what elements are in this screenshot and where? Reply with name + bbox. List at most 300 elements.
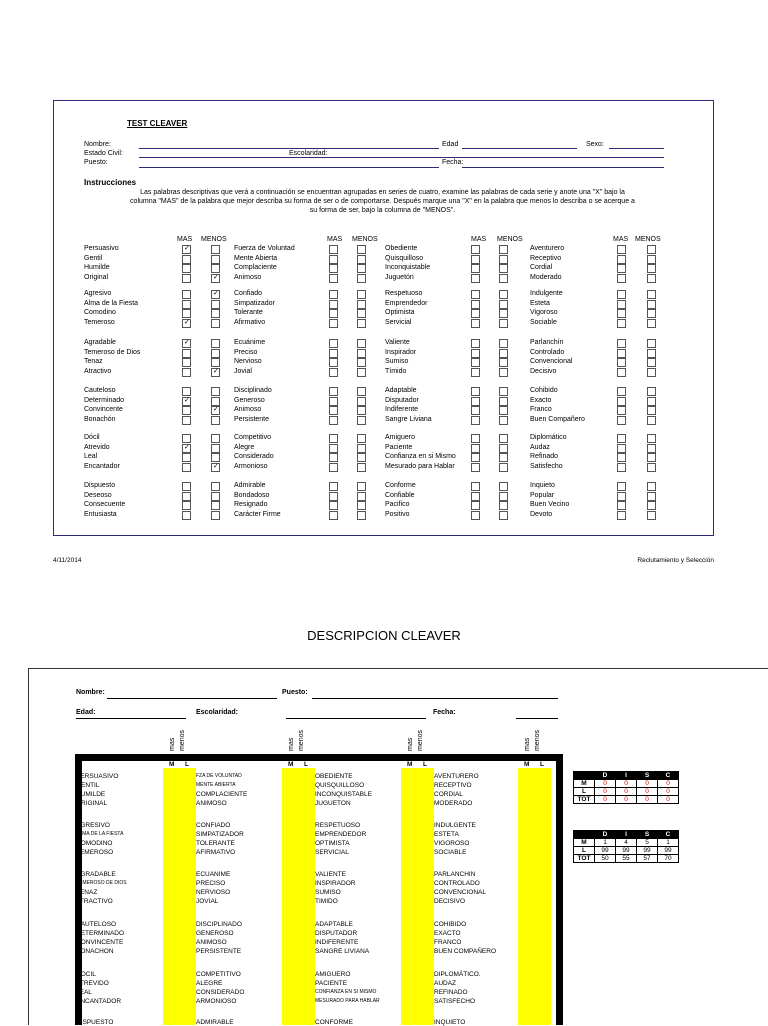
mas-header: MAS	[327, 236, 343, 243]
mas-checkbox[interactable]	[182, 368, 191, 377]
mas-checkbox[interactable]	[471, 255, 480, 264]
mas-header: MAS	[613, 236, 629, 243]
menos-checkbox[interactable]	[211, 463, 220, 472]
menos-checkbox[interactable]	[499, 358, 508, 367]
menos-header: MENOS	[497, 236, 523, 243]
menos-checkbox[interactable]	[357, 368, 366, 377]
mas-checkbox[interactable]	[182, 300, 191, 309]
desc-word: AVENTURERO	[434, 773, 479, 780]
menos-checkbox[interactable]	[357, 463, 366, 472]
mas-checkbox[interactable]	[329, 501, 338, 510]
menos-checkbox[interactable]	[647, 453, 656, 462]
desc-word: EXACTO	[434, 929, 461, 937]
menos-checkbox[interactable]	[211, 511, 220, 520]
menos-checkbox[interactable]	[357, 492, 366, 501]
mas-checkbox[interactable]	[471, 387, 480, 396]
test-word: Franco	[530, 406, 552, 414]
mas-checkbox[interactable]	[471, 319, 480, 328]
test-word: Cauteloso	[84, 387, 116, 394]
test-word: Conforme	[385, 482, 416, 489]
mas-checkbox[interactable]	[329, 319, 338, 328]
menos-checkbox[interactable]	[499, 453, 508, 462]
test-word: Diplomático	[530, 434, 567, 441]
desc-word: SANGRE LIVIANA	[315, 947, 370, 955]
desc-word: OBEDIENTE	[315, 773, 353, 780]
descripcion-title: DESCRIPCION CLEAVER	[307, 628, 461, 643]
mas-checkbox[interactable]	[471, 264, 480, 273]
score-cell: 0	[595, 788, 616, 796]
menos-checkbox[interactable]	[211, 482, 220, 491]
menos-checkbox[interactable]	[647, 434, 656, 443]
test-word: Inquieto	[530, 482, 555, 489]
menos-checkbox[interactable]	[499, 501, 508, 510]
mas-checkbox[interactable]	[182, 274, 191, 283]
test-word: Convencional	[530, 358, 573, 366]
menos-checkbox[interactable]	[647, 264, 656, 273]
desc-answer-column[interactable]	[518, 768, 551, 1025]
menos-checkbox[interactable]	[499, 368, 508, 377]
menos-checkbox[interactable]	[499, 406, 508, 415]
desc-word: ATRACTIVO	[76, 897, 113, 905]
test-word: Controlado	[530, 348, 565, 356]
test-word: Inspirador	[385, 348, 417, 356]
mas-checkbox[interactable]	[471, 339, 480, 348]
mas-checkbox[interactable]	[182, 463, 191, 472]
desc-word: AFIRMATIVO	[196, 848, 236, 856]
mas-checkbox[interactable]	[329, 349, 338, 358]
fecha-label: Fecha:	[442, 159, 464, 166]
mas-checkbox[interactable]	[182, 501, 191, 510]
test-word: Armonioso	[234, 463, 268, 471]
footer-date: 4/11/2014	[53, 557, 82, 564]
mas-checkbox[interactable]	[617, 434, 626, 443]
desc-word: CONSIDERADO	[196, 988, 245, 996]
desc-word: ECUANIME	[196, 871, 231, 878]
menos-checkbox[interactable]	[647, 358, 656, 367]
menos-checkbox[interactable]	[647, 511, 656, 520]
menos-checkbox[interactable]	[499, 300, 508, 309]
score-cell: 5	[637, 839, 658, 847]
menos-checkbox[interactable]	[357, 397, 366, 406]
score-cell: 0	[658, 780, 679, 788]
menos-checkbox[interactable]	[499, 309, 508, 318]
test-word: Deseoso	[84, 491, 112, 499]
mas-checkbox[interactable]	[471, 511, 480, 520]
desc-word: GENEROSO	[196, 929, 234, 937]
mas-checkbox[interactable]	[182, 511, 191, 520]
test-word: Preciso	[234, 348, 258, 356]
menos-checkbox[interactable]	[647, 416, 656, 425]
desc-word: PACIENTE	[315, 979, 348, 987]
desc-word: ALEGRE	[196, 979, 223, 987]
mas-checkbox[interactable]	[182, 387, 191, 396]
desc-m-label: M	[524, 761, 530, 768]
desc-menos-header: menos	[298, 729, 305, 751]
menos-checkbox[interactable]	[211, 245, 220, 254]
menos-checkbox[interactable]	[211, 434, 220, 443]
mas-checkbox[interactable]	[329, 453, 338, 462]
test-word: Positivo	[385, 511, 410, 519]
desc-mas-header: mas	[524, 737, 531, 751]
menos-checkbox[interactable]	[499, 349, 508, 358]
menos-checkbox[interactable]	[211, 406, 220, 415]
menos-checkbox[interactable]	[357, 406, 366, 415]
mas-checkbox[interactable]	[471, 416, 480, 425]
mas-checkbox[interactable]	[182, 492, 191, 501]
mas-checkbox[interactable]	[617, 501, 626, 510]
desc-word: SUMISO	[315, 888, 341, 896]
menos-checkbox[interactable]	[499, 397, 508, 406]
test-word: Bonachón	[84, 416, 116, 424]
mas-checkbox[interactable]	[182, 358, 191, 367]
mas-checkbox[interactable]	[617, 511, 626, 520]
menos-checkbox[interactable]	[211, 501, 220, 510]
score-cell: 0	[658, 796, 679, 804]
mas-checkbox[interactable]	[617, 463, 626, 472]
score-row-label: M	[574, 780, 595, 788]
test-word: Receptivo	[530, 254, 562, 262]
score-cell: 99	[616, 847, 637, 855]
menos-checkbox[interactable]	[647, 368, 656, 377]
menos-checkbox[interactable]	[211, 274, 220, 283]
test-word: Nervioso	[234, 358, 262, 366]
menos-checkbox[interactable]	[357, 274, 366, 283]
mas-checkbox[interactable]	[471, 349, 480, 358]
desc-word: JOVIAL	[196, 897, 219, 905]
menos-checkbox[interactable]	[211, 339, 220, 348]
desc-word: PERSISTENTE	[196, 947, 242, 955]
mas-checkbox[interactable]	[471, 482, 480, 491]
test-word: Tímido	[385, 368, 407, 376]
mas-checkbox[interactable]	[617, 245, 626, 254]
score-header-cell: I	[616, 831, 637, 839]
desc-escolaridad-label: Escolaridad:	[196, 709, 239, 716]
desc-answer-column[interactable]	[282, 768, 315, 1025]
menos-checkbox[interactable]	[357, 444, 366, 453]
menos-checkbox[interactable]	[647, 349, 656, 358]
mas-checkbox[interactable]	[617, 453, 626, 462]
menos-checkbox[interactable]	[499, 264, 508, 273]
menos-checkbox[interactable]	[357, 309, 366, 318]
desc-l-label: L	[185, 761, 189, 768]
menos-checkbox[interactable]	[357, 453, 366, 462]
mas-checkbox[interactable]	[617, 300, 626, 309]
mas-checkbox[interactable]	[471, 434, 480, 443]
mas-checkbox[interactable]	[471, 406, 480, 415]
test-word: Inconquistable	[385, 264, 431, 272]
mas-checkbox[interactable]	[329, 387, 338, 396]
mas-checkbox[interactable]	[329, 492, 338, 501]
menos-checkbox[interactable]	[647, 492, 656, 501]
menos-checkbox[interactable]	[647, 339, 656, 348]
menos-checkbox[interactable]	[499, 434, 508, 443]
menos-checkbox[interactable]	[499, 255, 508, 264]
menos-checkbox[interactable]	[647, 406, 656, 415]
menos-checkbox[interactable]	[211, 492, 220, 501]
menos-checkbox[interactable]	[499, 492, 508, 501]
mas-checkbox[interactable]	[182, 406, 191, 415]
mas-checkbox[interactable]	[182, 416, 191, 425]
menos-checkbox[interactable]	[499, 245, 508, 254]
desc-answer-column[interactable]	[401, 768, 434, 1025]
mas-checkbox[interactable]	[471, 397, 480, 406]
menos-checkbox[interactable]	[357, 245, 366, 254]
desc-word: ORIGINAL	[76, 799, 108, 807]
mas-checkbox[interactable]	[182, 453, 191, 462]
menos-checkbox[interactable]	[647, 309, 656, 318]
desc-mas-header: mas	[407, 737, 414, 751]
score-header-cell: D	[595, 831, 616, 839]
desc-word: FZA DE VOLUNTAD	[196, 773, 242, 779]
mas-checkbox[interactable]	[471, 358, 480, 367]
menos-checkbox[interactable]	[357, 290, 366, 299]
test-word: Confianza en si Mismo	[385, 453, 456, 461]
menos-checkbox[interactable]	[357, 387, 366, 396]
menos-header: MENOS	[201, 236, 227, 243]
menos-checkbox[interactable]	[211, 358, 220, 367]
desc-word: OPTIMISTA	[315, 839, 350, 847]
desc-word: BUEN COMPAÑERO	[434, 947, 496, 955]
menos-checkbox[interactable]	[647, 274, 656, 283]
mas-checkbox[interactable]	[329, 397, 338, 406]
mas-checkbox[interactable]	[471, 290, 480, 299]
mas-checkbox[interactable]	[617, 416, 626, 425]
menos-checkbox[interactable]	[647, 255, 656, 264]
desc-word: RESPETUOSO	[315, 822, 361, 829]
menos-checkbox[interactable]	[647, 290, 656, 299]
menos-checkbox[interactable]	[211, 387, 220, 396]
menos-checkbox[interactable]	[647, 319, 656, 328]
mas-checkbox[interactable]	[329, 264, 338, 273]
mas-checkbox[interactable]	[617, 482, 626, 491]
menos-checkbox[interactable]	[499, 511, 508, 520]
test-word: Audaz	[530, 443, 550, 451]
desc-puesto-label: Puesto:	[282, 689, 308, 696]
mas-checkbox[interactable]	[329, 463, 338, 472]
mas-checkbox[interactable]	[182, 264, 191, 273]
test-word: Original	[84, 274, 109, 282]
menos-checkbox[interactable]	[647, 387, 656, 396]
menos-checkbox[interactable]	[357, 511, 366, 520]
mas-checkbox[interactable]	[182, 444, 191, 453]
mas-checkbox[interactable]	[617, 444, 626, 453]
desc-word: AUDAZ	[434, 979, 457, 987]
menos-checkbox[interactable]	[647, 482, 656, 491]
mas-checkbox[interactable]	[617, 309, 626, 318]
menos-checkbox[interactable]	[357, 482, 366, 491]
menos-checkbox[interactable]	[647, 463, 656, 472]
mas-checkbox[interactable]	[471, 453, 480, 462]
mas-checkbox[interactable]	[182, 255, 191, 264]
score-header-cell: S	[637, 772, 658, 780]
mas-checkbox[interactable]	[471, 368, 480, 377]
mas-checkbox[interactable]	[329, 406, 338, 415]
mas-checkbox[interactable]	[182, 434, 191, 443]
menos-checkbox[interactable]	[357, 300, 366, 309]
menos-checkbox[interactable]	[647, 397, 656, 406]
mas-checkbox[interactable]	[617, 319, 626, 328]
test-word: Alma de la Fiesta	[84, 299, 139, 307]
mas-checkbox[interactable]	[617, 368, 626, 377]
mas-checkbox[interactable]	[617, 349, 626, 358]
descripcion-sheet	[28, 668, 768, 1025]
menos-checkbox[interactable]	[357, 339, 366, 348]
test-word: Consecuente	[84, 501, 126, 509]
mas-checkbox[interactable]	[471, 274, 480, 283]
mas-checkbox[interactable]	[182, 397, 191, 406]
desc-word: EMPRENDEDOR	[315, 830, 367, 838]
mas-checkbox[interactable]	[329, 444, 338, 453]
menos-checkbox[interactable]	[647, 300, 656, 309]
menos-checkbox[interactable]	[357, 264, 366, 273]
mas-checkbox[interactable]	[182, 290, 191, 299]
test-word: Generoso	[234, 396, 265, 404]
mas-checkbox[interactable]	[329, 245, 338, 254]
desc-word: FRANCO	[434, 938, 462, 946]
mas-checkbox[interactable]	[329, 368, 338, 377]
mas-checkbox[interactable]	[617, 339, 626, 348]
menos-checkbox[interactable]	[357, 358, 366, 367]
test-word: Confiado	[234, 290, 263, 297]
mas-checkbox[interactable]	[617, 397, 626, 406]
test-word: Aventurero	[530, 245, 565, 252]
desc-word: CONVINCENTE	[76, 938, 124, 946]
mas-checkbox[interactable]	[329, 309, 338, 318]
menos-checkbox[interactable]	[357, 416, 366, 425]
mas-checkbox[interactable]	[617, 290, 626, 299]
menos-checkbox[interactable]	[499, 444, 508, 453]
score-cell: 55	[616, 855, 637, 863]
mas-checkbox[interactable]	[617, 255, 626, 264]
test-word: Persuasivo	[84, 245, 119, 252]
menos-checkbox[interactable]	[211, 309, 220, 318]
mas-checkbox[interactable]	[471, 245, 480, 254]
menos-checkbox[interactable]	[211, 290, 220, 299]
desc-word: TEMEROSO DE DIOS	[76, 879, 127, 886]
mas-checkbox[interactable]	[471, 463, 480, 472]
menos-checkbox[interactable]	[211, 300, 220, 309]
mas-checkbox[interactable]	[471, 300, 480, 309]
mas-checkbox[interactable]	[329, 300, 338, 309]
test-word: Temeroso de Dios	[84, 348, 141, 356]
mas-checkbox[interactable]	[617, 492, 626, 501]
menos-checkbox[interactable]	[499, 319, 508, 328]
mas-checkbox[interactable]	[182, 319, 191, 328]
test-word: Vigoroso	[530, 309, 558, 317]
menos-checkbox[interactable]	[357, 255, 366, 264]
test-word: Decisivo	[530, 368, 557, 376]
menos-checkbox[interactable]	[211, 349, 220, 358]
menos-checkbox[interactable]	[211, 416, 220, 425]
mas-checkbox[interactable]	[471, 501, 480, 510]
menos-checkbox[interactable]	[211, 264, 220, 273]
menos-checkbox[interactable]	[499, 387, 508, 396]
test-word: Entusiasta	[84, 511, 117, 519]
menos-checkbox[interactable]	[499, 463, 508, 472]
desc-word: TENAZ	[76, 888, 98, 896]
mas-checkbox[interactable]	[329, 274, 338, 283]
score-cell: 1	[595, 839, 616, 847]
desc-word: ANIMOSO	[196, 799, 227, 807]
score-cell: 50	[595, 855, 616, 863]
test-word: Confiable	[385, 491, 415, 499]
score-cell: 1	[658, 839, 679, 847]
score-row-label: L	[574, 847, 595, 855]
score-cell: 0	[637, 796, 658, 804]
menos-checkbox[interactable]	[499, 274, 508, 283]
menos-checkbox[interactable]	[357, 349, 366, 358]
menos-checkbox[interactable]	[357, 319, 366, 328]
test-word: Quisquilloso	[385, 254, 424, 262]
menos-checkbox[interactable]	[211, 444, 220, 453]
mas-checkbox[interactable]	[617, 274, 626, 283]
mas-checkbox[interactable]	[182, 349, 191, 358]
test-word: Humilde	[84, 264, 110, 272]
test-word: Servicial	[385, 319, 412, 327]
test-word-grid	[54, 101, 711, 533]
menos-checkbox[interactable]	[499, 482, 508, 491]
mas-checkbox[interactable]	[182, 339, 191, 348]
desc-word: COMODINO	[76, 839, 113, 847]
desc-word: BONACHON	[76, 947, 114, 955]
desc-word: PRECISO	[196, 879, 226, 887]
mas-checkbox[interactable]	[329, 416, 338, 425]
desc-word: ADMIRABLE	[196, 1019, 234, 1026]
menos-checkbox[interactable]	[357, 501, 366, 510]
desc-word: CONFIANZA EN SI MISMO	[315, 988, 377, 995]
menos-checkbox[interactable]	[647, 245, 656, 254]
desc-word: AGRESIVO	[76, 822, 110, 829]
menos-checkbox[interactable]	[499, 290, 508, 299]
mas-checkbox[interactable]	[471, 309, 480, 318]
mas-checkbox[interactable]	[182, 309, 191, 318]
menos-checkbox[interactable]	[647, 501, 656, 510]
mas-checkbox[interactable]	[182, 245, 191, 254]
test-word: Cohibido	[530, 387, 558, 394]
mas-checkbox[interactable]	[471, 444, 480, 453]
mas-checkbox[interactable]	[617, 406, 626, 415]
menos-checkbox[interactable]	[211, 397, 220, 406]
mas-checkbox[interactable]	[617, 264, 626, 273]
menos-checkbox[interactable]	[211, 368, 220, 377]
menos-checkbox[interactable]	[211, 453, 220, 462]
test-title: TEST CLEAVER	[127, 119, 188, 128]
mas-checkbox[interactable]	[471, 492, 480, 501]
mas-checkbox[interactable]	[329, 255, 338, 264]
mas-checkbox[interactable]	[329, 358, 338, 367]
score-cell: 0	[616, 788, 637, 796]
mas-checkbox[interactable]	[329, 290, 338, 299]
mas-checkbox[interactable]	[329, 511, 338, 520]
score-header-cell: S	[637, 831, 658, 839]
menos-checkbox[interactable]	[211, 319, 220, 328]
menos-checkbox[interactable]	[211, 255, 220, 264]
menos-checkbox[interactable]	[499, 339, 508, 348]
mas-checkbox[interactable]	[617, 387, 626, 396]
desc-mas-header: mas	[288, 737, 295, 751]
mas-checkbox[interactable]	[182, 482, 191, 491]
menos-checkbox[interactable]	[499, 416, 508, 425]
menos-checkbox[interactable]	[357, 434, 366, 443]
menos-checkbox[interactable]	[647, 444, 656, 453]
desc-answer-column[interactable]	[163, 768, 196, 1025]
mas-checkbox[interactable]	[329, 434, 338, 443]
mas-checkbox[interactable]	[329, 482, 338, 491]
test-word: Cordial	[530, 264, 553, 272]
mas-checkbox[interactable]	[329, 339, 338, 348]
desc-word: PERSUASIVO	[76, 773, 119, 780]
mas-checkbox[interactable]	[617, 358, 626, 367]
